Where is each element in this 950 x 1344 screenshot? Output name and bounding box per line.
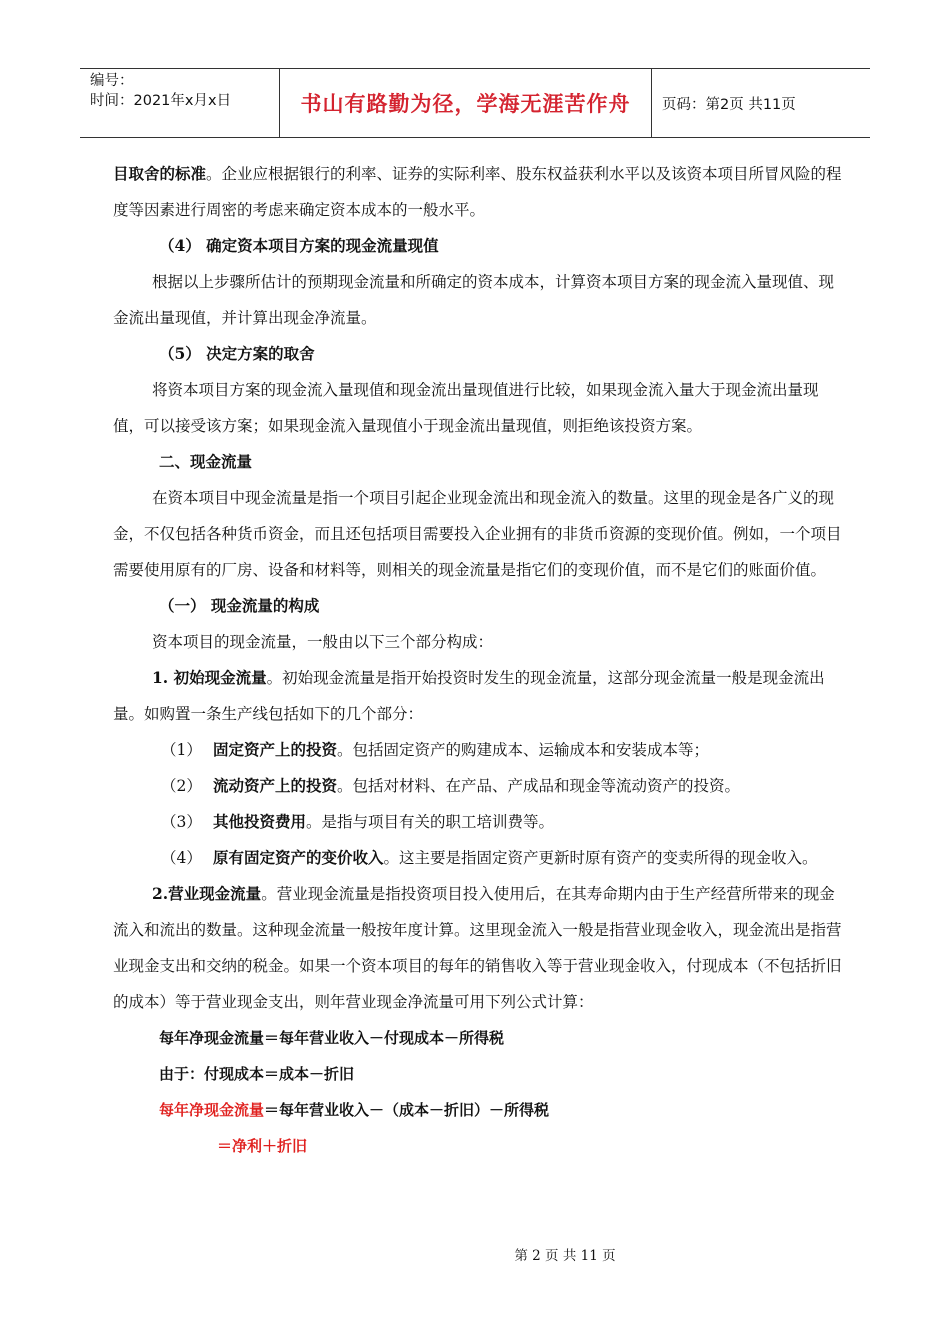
paragraph-1-bold: 目取舍的标准 (113, 164, 207, 183)
list-item (113, 732, 843, 768)
list-item (113, 768, 843, 804)
list-item-text: 。包括固定资产的购建成本、运输成本和安装成本等； (337, 741, 710, 759)
paragraph-7 (113, 876, 843, 1020)
section-heading-cash-flow: 二、现金流量 (159, 452, 253, 471)
page-footer (0, 1244, 950, 1264)
paragraph-3: 将资本项目方案的现金流入量现值和现金流出量现值进行比较，如果现金流入量大于现金流出量现值，可以接受该方案；如果现金流入量现值小于现金流出量现值，则拒绝该投资方案。 (113, 381, 819, 435)
paragraph-1 (113, 156, 843, 228)
paragraph-6 (113, 660, 843, 732)
document-header (80, 68, 870, 138)
formula-3-red: 每年净现金流量 (159, 1101, 265, 1119)
formula-2: 由于：付现成本＝成本－折旧 (159, 1065, 355, 1083)
list-item-bold: 其他投资费用 (213, 812, 307, 831)
header-motto-cell (280, 69, 652, 137)
paragraph-6-bold: 1. 初始现金流量 (152, 668, 267, 687)
paragraph-7-bold: 2.营业现金流量 (152, 884, 262, 903)
heading-step-5: （5） 决定方案的取舍 (159, 344, 315, 363)
list-item-bold: 原有固定资产的变价收入 (213, 848, 384, 867)
header-page-label: 页码：第2页 共11页 (662, 96, 796, 113)
paragraph-2: 根据以上步骤所估计的预期现金流量和所确定的资本成本，计算资本项目方案的现金流入量现值、现金流出量现值，并计算出现金净流量。 (113, 273, 835, 327)
heading-step-4: （4） 确定资本项目方案的现金流量现值 (159, 236, 439, 255)
list-item-bold: 固定资产上的投资 (213, 740, 338, 759)
serial-label: 编号： (90, 73, 134, 89)
time-label: 时间：2021年x月x日 (90, 93, 232, 109)
formula-3-text: ＝每年营业收入－（成本－折旧）－所得税 (264, 1101, 550, 1119)
header-meta (80, 69, 280, 137)
paragraph-5: 资本项目的现金流量，一般由以下三个部分构成： (152, 633, 494, 651)
footer-page-number: 第 2 页 共 11 页 (514, 1248, 616, 1264)
paragraph-1-text: 。企业应根据银行的利率、证券的实际利率、股东权益获利水平以及该资本项目所冒风险的程度等因素进行周密的考虑来确定资本成本的一般水平。 (113, 165, 842, 219)
paragraph-4: 在资本项目中现金流量是指一个项目引起企业现金流出和现金流入的数量。这里的现金是各广义的现金，不仅包括各种货币资金，而且还包括项目需要投入企业拥有的非货币资源的变现价值。例如，一个项目需要使用原有的厂房、设备和材料等，则相关的现金流量是指它们的变现价值，而不是它们的账面价值。 (113, 489, 842, 579)
paragraph-7-text: 。营业现金流量是指投资项目投入使用后，在其寿命期内由于生产经营所带来的现金流入和流出的数量。这种现金流量一般按年度计算。这里现金流入一般是指营业现金收入，现金流出是指营业现金支出和交纳的税金。如果一个资本项目的每年的销售收入等于营业现金收入，付现成本（不包括折旧的成本）等于营业现金支出，则年营业现金净流量可用下列公式计算： (113, 885, 842, 1011)
list-item (113, 840, 843, 876)
formula-1: 每年净现金流量＝每年营业收入－付现成本－所得税 (159, 1029, 505, 1047)
list-item-number: （1） (161, 741, 202, 759)
paragraph-6-text: 。初始现金流量是指开始投资时发生的现金流量，这部分现金流量一般是现金流出量。如购置一条生产线包括如下的几个部分： (113, 669, 825, 723)
list-item-text: 。是指与项目有关的职工培训费等。 (306, 813, 555, 831)
list-item-text: 。这主要是指固定资产更新时原有资产的变卖所得的现金收入。 (383, 849, 818, 867)
list-item-number: （2） (161, 777, 202, 795)
list-item-number: （4） (161, 849, 202, 867)
subsection-heading-composition: （一） 现金流量的构成 (159, 596, 320, 615)
list-item-bold: 流动资产上的投资 (213, 776, 338, 795)
list-item (113, 804, 843, 840)
formula-3 (113, 1092, 843, 1128)
list-item-number: （3） (161, 813, 202, 831)
formula-4: ＝净利＋折旧 (217, 1137, 308, 1155)
header-motto: 书山有路勤为径，学海无涯苦作舟 (300, 92, 631, 116)
list-item-text: 。包括对材料、在产品、产成品和现金等流动资产的投资。 (337, 777, 741, 795)
document-body (113, 156, 843, 1164)
